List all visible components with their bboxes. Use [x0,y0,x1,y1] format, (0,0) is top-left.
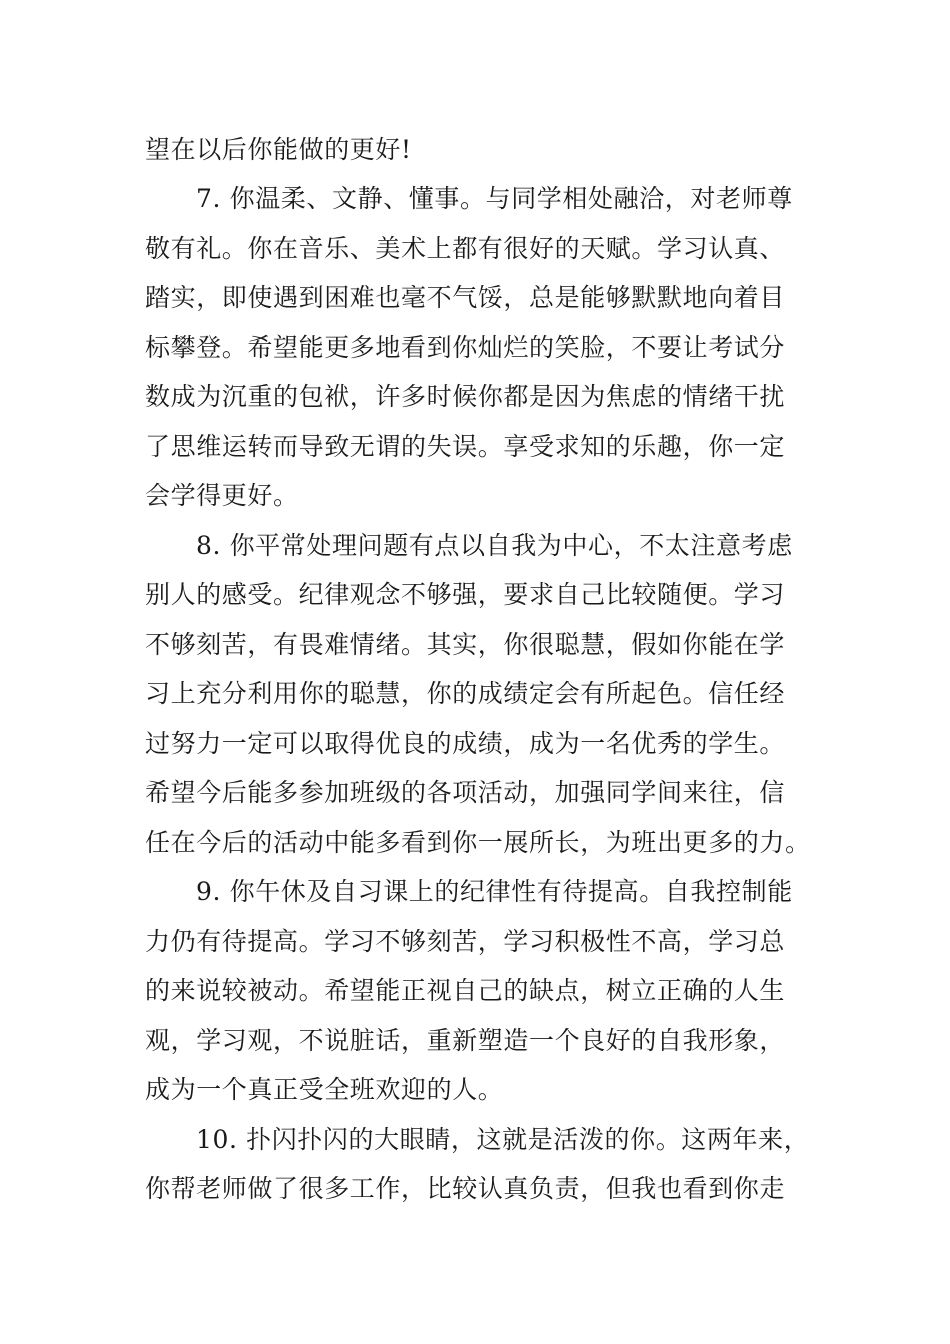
text-line: 任在今后的活动中能多看到你一展所长，为班出更多的力。 [145,828,811,857]
text-line: 希望今后能多参加班级的各项活动，加强同学间来往，信 [145,778,786,807]
text-line: 过努力一定可以取得优良的成绩，成为一名优秀的学生。 [145,729,786,758]
text-line-item-8: 8. 你平常处理问题有点以自我为中心，不太注意考虑 [196,531,793,560]
text-line: 不够刻苦，有畏难情绪。其实，你很聪慧，假如你能在学 [145,630,786,659]
text-line: 数成为沉重的包袱，许多时候你都是因为焦虑的情绪干扰 [145,382,786,411]
text-line: 会学得更好。 [145,481,299,510]
text-line-item-9: 9. 你午休及自习课上的纪律性有待提高。自我控制能 [196,877,793,906]
text-line-item-7: 7. 你温柔、文静、懂事。与同学相处融洽，对老师尊 [196,184,793,213]
text-line: 习上充分利用你的聪慧，你的成绩定会有所起色。信任经 [145,679,786,708]
text-line: 了思维运转而导致无谓的失误。享受求知的乐趣，你一定 [145,432,786,461]
text-line: 你帮老师做了很多工作，比较认真负责，但我也看到你走 [145,1174,786,1203]
text-line: 别人的感受。纪律观念不够强，要求自己比较随便。学习 [145,580,786,609]
text-line-item-10: 10. 扑闪扑闪的大眼睛，这就是活泼的你。这两年来， [196,1125,810,1154]
text-line: 望在以后你能做的更好! [145,135,412,164]
text-line: 观，学习观，不说脏话，重新塑造一个良好的自我形象， [145,1026,786,1055]
text-line: 的来说较被动。希望能正视自己的缺点，树立正确的人生 [145,976,786,1005]
text-line: 踏实，即使遇到困难也毫不气馁，总是能够默默地向着目 [145,283,786,312]
text-line: 标攀登。希望能更多地看到你灿烂的笑脸，不要让考试分 [145,333,786,362]
text-line: 敬有礼。你在音乐、美术上都有很好的天赋。学习认真、 [145,234,786,263]
text-line: 成为一个真正受全班欢迎的人。 [145,1075,504,1104]
text-line: 力仍有待提高。学习不够刻苦，学习积极性不高，学习总 [145,927,786,956]
